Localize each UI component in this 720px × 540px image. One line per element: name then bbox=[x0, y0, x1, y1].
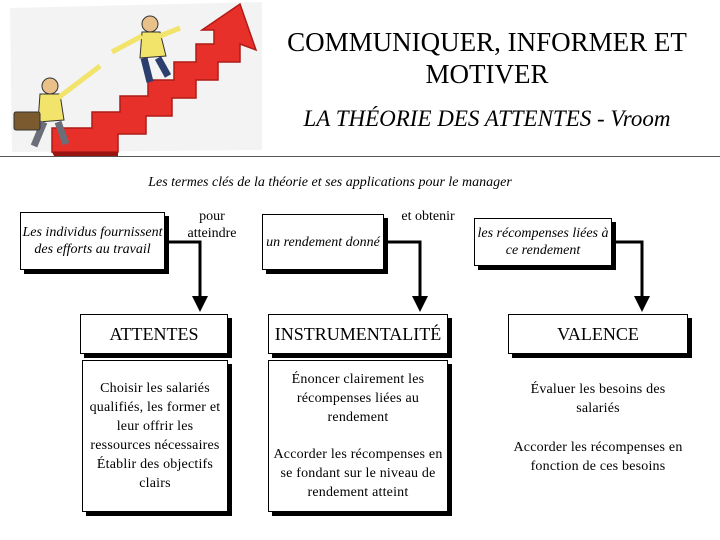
instrumentalite-panel bbox=[268, 360, 448, 512]
instrumentalite-item-2: Accorder les récompenses en se fondant sur le niveau de rendement atteint bbox=[273, 447, 443, 500]
effort-text: Les individus fournissent des efforts au travail bbox=[22, 225, 163, 257]
page-title: COMMUNIQUER, INFORMER ET MOTIVER bbox=[287, 27, 687, 89]
attentes-item-2: Établir des objectifs clairs bbox=[96, 457, 214, 491]
intro-text: Les termes clés de la théorie et ses applications pour le manager bbox=[148, 175, 512, 190]
valence-item-1: Évaluer les besoins des salariés bbox=[530, 382, 666, 416]
connector-pour-atteindre: pour atteindre bbox=[187, 209, 237, 241]
header-divider bbox=[0, 156, 720, 157]
effort-box bbox=[20, 212, 165, 270]
performance-box bbox=[262, 214, 384, 270]
heading-instrumentalite: INSTRUMENTALITÉ bbox=[268, 314, 448, 354]
attentes-item-1: Choisir les salariés qualifiés, les former et leur offrir les ressources nécessaires bbox=[89, 381, 221, 453]
heading-attentes: ATTENTES bbox=[80, 314, 228, 354]
instrumentalite-item-1: Énoncer clairement les récompenses liées au rendement bbox=[291, 372, 425, 425]
heading-valence: VALENCE bbox=[508, 314, 688, 354]
rewards-text: les récompenses liées à ce rendement bbox=[477, 226, 609, 258]
arrow-to-attentes-icon bbox=[168, 242, 208, 312]
performance-text: un rendement donné bbox=[266, 234, 380, 250]
connector-et-obtenir: et obtenir bbox=[401, 209, 455, 224]
valence-item-2: Accorder les récompenses en fonction de ces besoins bbox=[513, 440, 683, 474]
page-subtitle: LA THÉORIE DES ATTENTES - Vroom bbox=[303, 106, 671, 131]
arrow-to-instrumentalite-icon bbox=[388, 242, 428, 312]
arrow-to-valence-icon bbox=[614, 242, 650, 312]
attentes-panel bbox=[82, 360, 228, 512]
clipart-rising-arrow-business-people bbox=[0, 0, 272, 156]
rewards-box bbox=[474, 218, 612, 266]
